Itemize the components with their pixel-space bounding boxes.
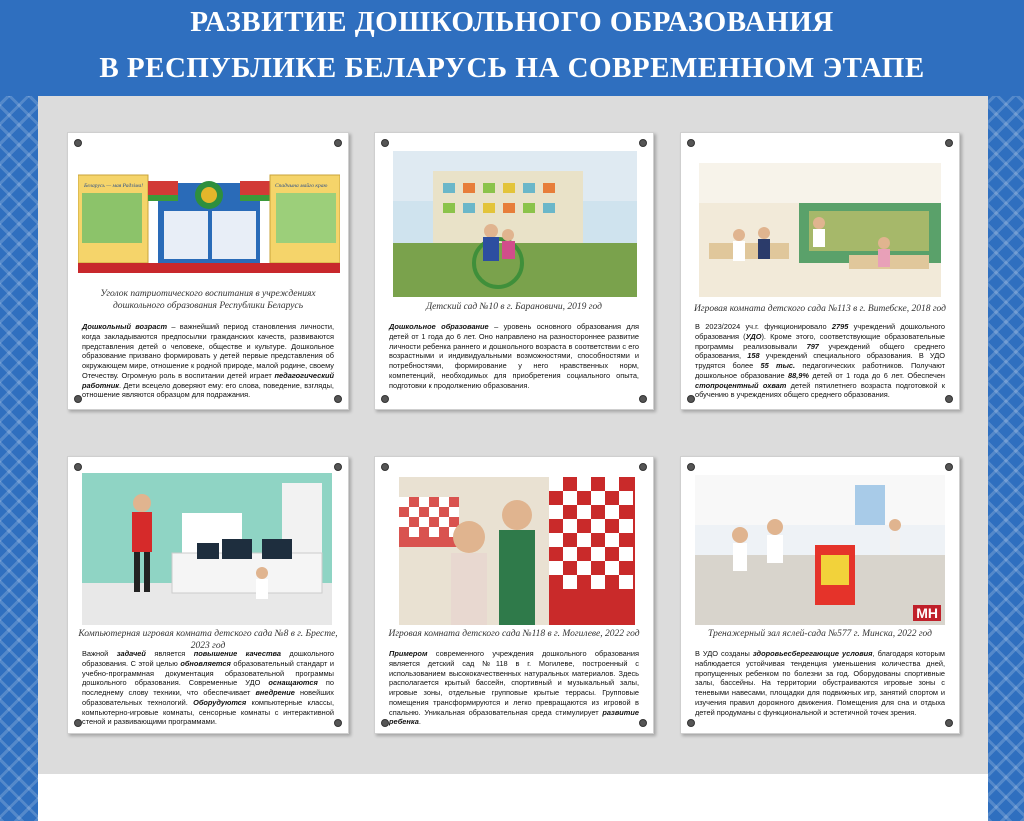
text-emphasis: УДО xyxy=(745,331,762,341)
caption-line: дошкольного образования Республики Беларусь xyxy=(112,300,304,311)
photo-caption xyxy=(383,302,645,314)
photo-kindergarten-building xyxy=(393,151,637,297)
pin xyxy=(74,719,82,727)
pin xyxy=(639,719,647,727)
text-emphasis: стопроцентный охват xyxy=(695,380,787,390)
text-emphasis: Примером xyxy=(389,649,428,658)
pin xyxy=(687,719,695,727)
text-run: современного учреждения дошкольного образования является детский сад №118 в г. Могилеве, построенный с использованием высококачественных натуральных материалов. Здесь располагается крытый бассейн, спортивный и музыкальный залы, игровые зоны, отдельные групповые крытые террасы. Групповые помещения трансформируются и легко превращаются из игровой в спальню. Уникальная образовательная среда стимулирует xyxy=(389,649,639,717)
text-run: ). Кроме этого, соответствующие образовательные программы реализовывали xyxy=(695,331,945,351)
board-footer-strip xyxy=(38,774,988,821)
photo-playroom-vitebsk xyxy=(699,163,941,297)
right-ornament xyxy=(988,96,1024,821)
text-run: – уровень основного образования для детей от 1 года до 6 лет. Оно направлено на разностороннее развитие личности ребенка раннего и дошкольного возраста в соответствии с его возрастными и индивидуальными возможностями, способностями и потребностями, формирование у него нравственных норм, компетенций, необходимых для приобретения социального опыта, подготовки к продолжению образования. xyxy=(389,322,640,390)
pin xyxy=(639,395,647,403)
caption-line: Уголок патриотического воспитания в учреждениях xyxy=(100,289,316,299)
text-run: . Дети всецело доверяют ему: его слова, поведение, взгляды, отношение являются образцом для подражания. xyxy=(82,380,334,400)
text-emphasis: задачей xyxy=(116,649,146,658)
panel-gym-minsk xyxy=(680,456,960,734)
panel-text xyxy=(695,649,945,717)
pin xyxy=(334,395,342,403)
panel-playroom-mogilev xyxy=(374,456,654,734)
pin xyxy=(334,139,342,147)
pin xyxy=(687,139,695,147)
pin xyxy=(687,463,695,471)
text-emphasis: внедрение xyxy=(255,688,295,698)
text-run: компьютерные классы, компьютерно-игровые комнаты, сенсорные комнаты с интерактивной стеной и развивающими программами. xyxy=(82,697,335,727)
pin xyxy=(74,139,82,147)
panel-text xyxy=(389,322,639,390)
text-run: является xyxy=(145,649,194,658)
photo-patriotic-stand xyxy=(78,163,340,278)
text-emphasis: повышение качества xyxy=(193,649,281,658)
photo-caption xyxy=(383,629,645,641)
pin xyxy=(639,139,647,147)
text-run: учреждений дошкольного образования ( xyxy=(695,322,945,341)
photo-caption xyxy=(689,629,951,641)
pin xyxy=(74,463,82,471)
photo-chess-wall xyxy=(399,477,635,625)
text-emphasis: Оборудуются xyxy=(193,697,247,707)
text-emphasis: здоровьесберегающие условия xyxy=(752,649,873,658)
panel-text xyxy=(389,649,639,727)
text-run: по последнему слову техники, что обеспечивает xyxy=(82,678,334,698)
text-emphasis: 2795 xyxy=(831,322,849,331)
text-emphasis: 158 xyxy=(747,351,760,361)
panel-text xyxy=(695,322,945,400)
photo-watermark-logo: МН xyxy=(913,605,941,621)
text-run: Важной xyxy=(82,649,117,658)
caption-line: Игровая комната детского сада №118 в г. Могилеве, 2022 год xyxy=(388,629,640,639)
text-emphasis: оснащаются xyxy=(268,678,318,688)
pin xyxy=(381,139,389,147)
text-emphasis: Дошкольный возраст xyxy=(82,322,168,331)
text-emphasis: 88,9% xyxy=(788,370,809,380)
photo-computer-room xyxy=(82,473,332,625)
text-emphasis: 55 тыс. xyxy=(760,361,796,371)
text-run: детей пятилетнего возраста подготовкой к обучению в учреждениях общего среднего образования. xyxy=(695,380,945,400)
text-emphasis: Дошкольное образование xyxy=(389,322,489,331)
text-run: . xyxy=(418,717,421,727)
photo-gym xyxy=(695,475,945,625)
caption-line: Детский сад №10 в г. Барановичи, 2019 год xyxy=(426,302,602,312)
panel-computer-room-brest xyxy=(67,456,349,734)
text-emphasis: педагогический работник xyxy=(82,370,334,390)
text-run: – важнейший период становления личности, когда закладываются предпосылки гражданских качеств, развиваются представления детей о человеке, обществе и культуре. Дошкольное образование призвано формировать у детей первые представления об окружающем мире, отношение к родной природе, малой родине, своему Отечеству. Огромную роль в воспитании детей играет xyxy=(82,322,335,380)
text-run: , благодаря которым наблюдается устойчивая тенденция уменьшения количества дней, пропущенных ребенком по болезни за год. Оборудованы спортивные залы, бассейны. На территории обустраиваются игровые зоны с теневыми навесами, площадки для подвижных игр, занятий спортом и изучения правил дорожного движения. Помещения для сна и отдыха детей продуманы с функциональной и эстетичной точек зрения. xyxy=(695,649,945,717)
pin xyxy=(945,719,953,727)
panel-playroom-vitebsk xyxy=(680,132,960,410)
title-line-1: РАЗВИТИЕ ДОШКОЛЬНОГО ОБРАЗОВАНИЯ xyxy=(190,6,834,38)
pin xyxy=(381,395,389,403)
panel-text xyxy=(82,649,334,727)
pin xyxy=(74,395,82,403)
pin xyxy=(381,719,389,727)
pin xyxy=(381,463,389,471)
caption-line: Компьютерная игровая комната детского сада №8 в г. Бресте, 2023 год xyxy=(78,629,338,651)
text-run: дошкольного образования. С этой целью xyxy=(82,649,335,668)
text-emphasis: 797 xyxy=(806,341,819,351)
stand-left-label: Беларусь — мая Радзіма! xyxy=(84,183,144,189)
pin xyxy=(639,463,647,471)
text-run: В УДО созданы xyxy=(695,649,753,658)
panel-text xyxy=(82,322,334,400)
text-emphasis: развитие ребенка xyxy=(389,707,639,727)
photo-caption xyxy=(689,304,951,316)
text-run: В 2023/2024 уч.г. функционировало xyxy=(695,322,832,331)
text-run: учреждений специального образования. В УДО трудятся более xyxy=(695,351,945,371)
pin xyxy=(687,395,695,403)
text-run: детей от 1 года до 6 лет. Обеспечен xyxy=(808,370,946,380)
text-run: педагогических работников. Получают дошкольное образование xyxy=(695,361,945,380)
pin xyxy=(334,719,342,727)
pin xyxy=(945,395,953,403)
photo-caption xyxy=(76,289,340,313)
pin xyxy=(945,139,953,147)
text-run: учреждений общего среднего образования, xyxy=(695,341,946,361)
panel-kindergarten-baranovichi xyxy=(374,132,654,410)
text-emphasis: обновляется xyxy=(180,658,231,668)
left-ornament xyxy=(0,96,38,821)
text-run: образовательный стандарт и учебно-программная документация образовательной программы дошкольного образования. Современные УДО xyxy=(82,658,334,688)
text-run: новейших образовательных технологий. xyxy=(82,688,334,707)
stand-right-label: Спадчына майго краю xyxy=(275,183,328,189)
poster-header xyxy=(0,0,1024,96)
caption-line: Тренажерный зал яслей-сада №577 г. Минска, 2022 год xyxy=(708,629,932,639)
caption-line: Игровая комната детского сада №113 в г. Витебске, 2018 год xyxy=(694,304,946,314)
pin xyxy=(945,463,953,471)
panel-patriotic-corner xyxy=(67,132,349,410)
pin xyxy=(334,463,342,471)
title-line-2: В РЕСПУБЛИКЕ БЕЛАРУСЬ НА СОВРЕМЕННОМ ЭТАПЕ xyxy=(99,52,925,84)
